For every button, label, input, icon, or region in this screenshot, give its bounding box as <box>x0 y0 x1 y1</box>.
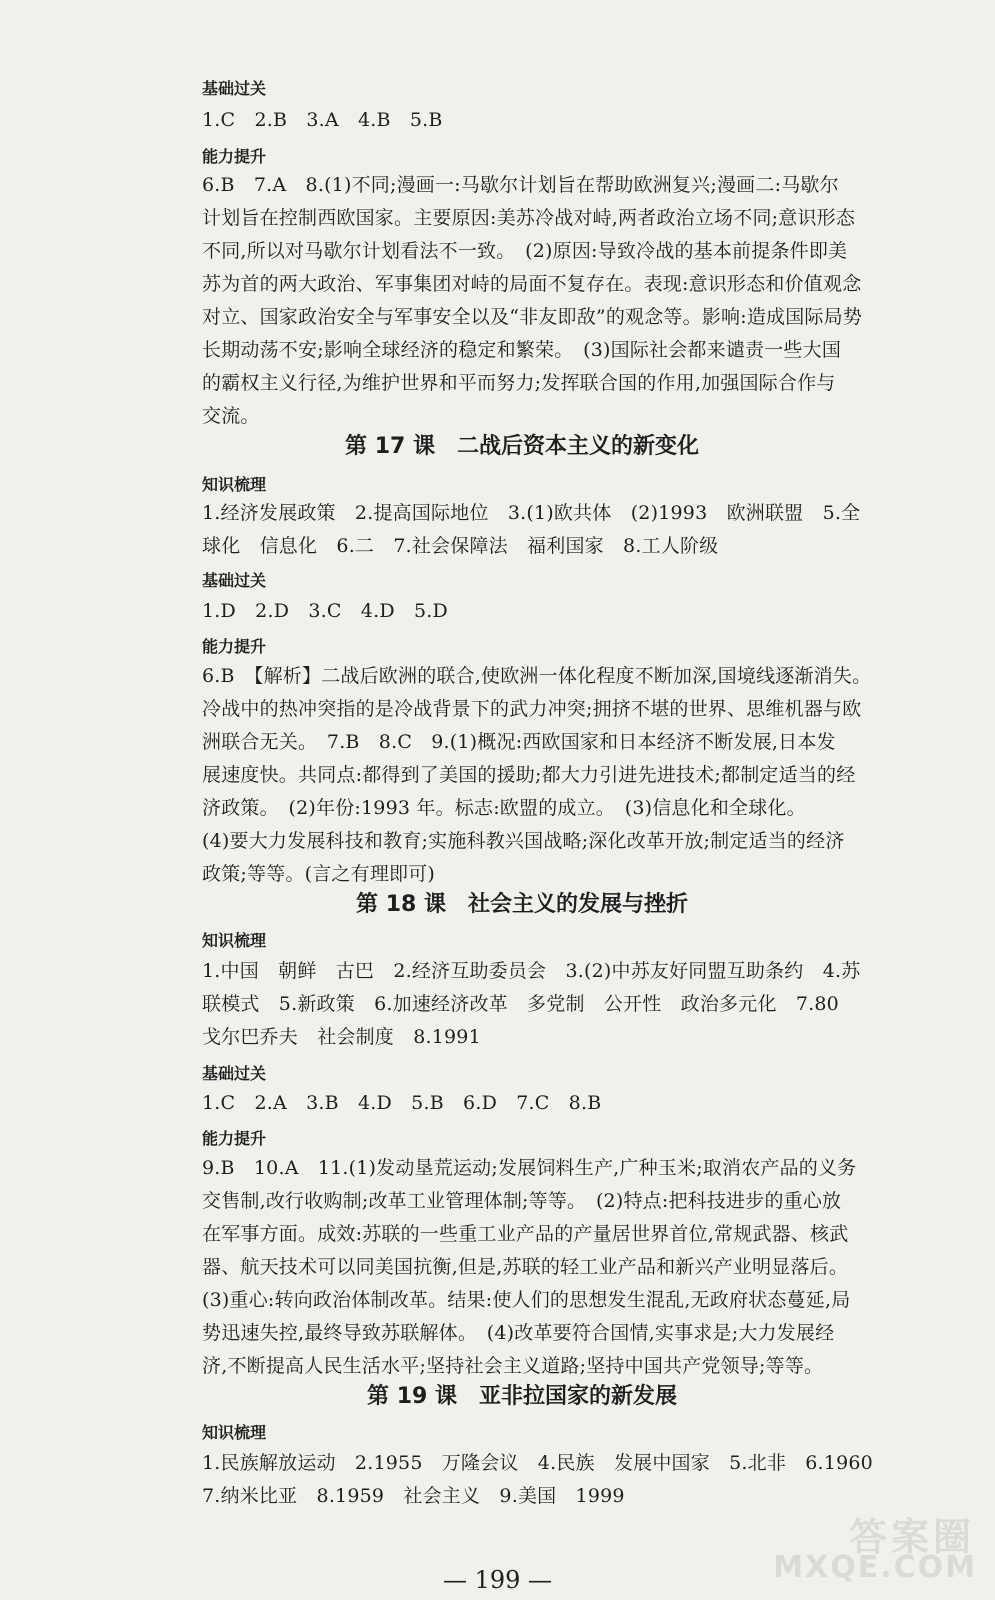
section-heading-ability: 能力提升 <box>202 147 267 166</box>
answer-line: 7.纳米比亚 8.1959 社会主义 9.美国 1999 <box>202 1485 625 1507</box>
answer-line: 对立、国家政治安全与军事安全以及“非友即敌”的观念等。影响:造成国际局势 <box>202 306 863 328</box>
answer-line: 9.B 10.A 11.(1)发动垦荒运动;发展饲料生产,广种玉米;取消农产品的义务 <box>202 1157 857 1179</box>
lesson-title-17: 第 17 课 二战后资本主义的新变化 <box>345 434 699 459</box>
answer-line: 6.B 【解析】二战后欧洲的联合,使欧洲一体化程度不断加深,国境线逐渐消失。 <box>202 665 872 687</box>
lesson-title-18: 第 18 课 社会主义的发展与挫折 <box>356 892 688 917</box>
answer-line: 济政策。 (2)年份:1993 年。标志:欧盟的成立。 (3)信息化和全球化。 <box>202 797 806 819</box>
answer-line: 势迅速失控,最终导致苏联解体。 (4)改革要符合国情,实事求是;大力发展经 <box>202 1322 835 1344</box>
section-heading-knowledge: 知识梳理 <box>202 1423 267 1442</box>
answer-line: 1.C 2.B 3.A 4.B 5.B <box>202 109 443 131</box>
section-heading-basic: 基础过关 <box>202 79 267 98</box>
answer-line: (4)要大力发展科技和教育;实施科教兴国战略;深化改革开放;制定适当的经济 <box>202 830 845 852</box>
answer-line: 苏为首的两大政治、军事集团对峙的局面不复存在。表现:意识形态和价值观念 <box>202 273 862 295</box>
answer-line: 戈尔巴乔夫 社会制度 8.1991 <box>202 1026 481 1048</box>
answer-line: 洲联合无关。 7.B 8.C 9.(1)概况:西欧国家和日本经济不断发展,日本发 <box>202 731 836 753</box>
answer-line: 不同,所以对马歇尔计划看法不一致。 (2)原因:导致冷战的基本前提条件即美 <box>202 240 848 262</box>
page-number: — 199 — <box>442 1566 553 1594</box>
answer-line: 器、航天技术可以同美国抗衡,但是,苏联的轻工业产品和新兴产业明显落后。 <box>202 1256 849 1278</box>
answer-line: 6.B 7.A 8.(1)不同;漫画一:马歇尔计划旨在帮助欧洲复兴;漫画二:马歇尔 <box>202 174 839 196</box>
answer-line: 济,不断提高人民生活水平;坚持社会主义道路;坚持中国共产党领导;等等。 <box>202 1355 824 1377</box>
section-heading-ability: 能力提升 <box>202 637 267 656</box>
section-heading-knowledge: 知识梳理 <box>202 475 267 494</box>
answer-line: 1.经济发展政策 2.提高国际地位 3.(1)欧共体 (2)1993 欧洲联盟 5.全 <box>202 502 861 524</box>
lesson-title-19: 第 19 课 亚非拉国家的新发展 <box>367 1384 677 1409</box>
answer-line: 政策;等等。(言之有理即可) <box>202 863 436 885</box>
answer-line: 计划旨在控制西欧国家。主要原因:美苏冷战对峙,两者政治立场不同;意识形态 <box>202 207 856 229</box>
answer-line: 交流。 <box>202 405 260 427</box>
watermark-url: MXQE.COM <box>773 1550 977 1585</box>
answer-line: 交售制,改行收购制;改革工业管理体制;等等。 (2)特点:把科技进步的重心放 <box>202 1190 842 1212</box>
answer-line: 1.D 2.D 3.C 4.D 5.D <box>202 600 448 622</box>
answer-line: 1.民族解放运动 2.1955 万隆会议 4.民族 发展中国家 5.北非 6.1960 <box>202 1452 873 1474</box>
answer-line: 联模式 5.新政策 6.加速经济改革 多党制 公开性 政治多元化 7.80 <box>202 993 839 1015</box>
answer-line: 展速度快。共同点:都得到了美国的援助;都大力引进先进技术;都制定适当的经 <box>202 764 856 786</box>
answer-line: (3)重心:转向政治体制改革。结果:使人们的思想发生混乱,无政府状态蔓延,局 <box>202 1289 851 1311</box>
site-watermark-logo <box>773 1506 983 1592</box>
section-heading-ability: 能力提升 <box>202 1129 267 1148</box>
watermark-text: 答案圈 <box>848 1515 975 1559</box>
section-heading-basic: 基础过关 <box>202 1064 267 1083</box>
answer-line: 1.C 2.A 3.B 4.D 5.B 6.D 7.C 8.B <box>202 1092 602 1114</box>
answer-line: 的霸权主义行径,为维护世界和平而努力;发挥联合国的作用,加强国际合作与 <box>202 372 836 394</box>
answer-line: 1.中国 朝鲜 古巴 2.经济互助委员会 3.(2)中苏友好同盟互助条约 4.苏 <box>202 960 861 982</box>
section-heading-basic: 基础过关 <box>202 571 267 590</box>
section-heading-knowledge: 知识梳理 <box>202 931 267 950</box>
answer-line: 长期动荡不安;影响全球经济的稳定和繁荣。 (3)国际社会都来谴责一些大国 <box>202 339 842 361</box>
answer-line: 球化 信息化 6.二 7.社会保障法 福利国家 8.工人阶级 <box>202 535 719 557</box>
answer-line: 冷战中的热冲突指的是冷战背景下的武力冲突;拥挤不堪的世界、思维机器与欧 <box>202 698 862 720</box>
answer-line: 在军事方面。成效:苏联的一些重工业产品的产量居世界首位,常规武器、核武 <box>202 1223 849 1245</box>
